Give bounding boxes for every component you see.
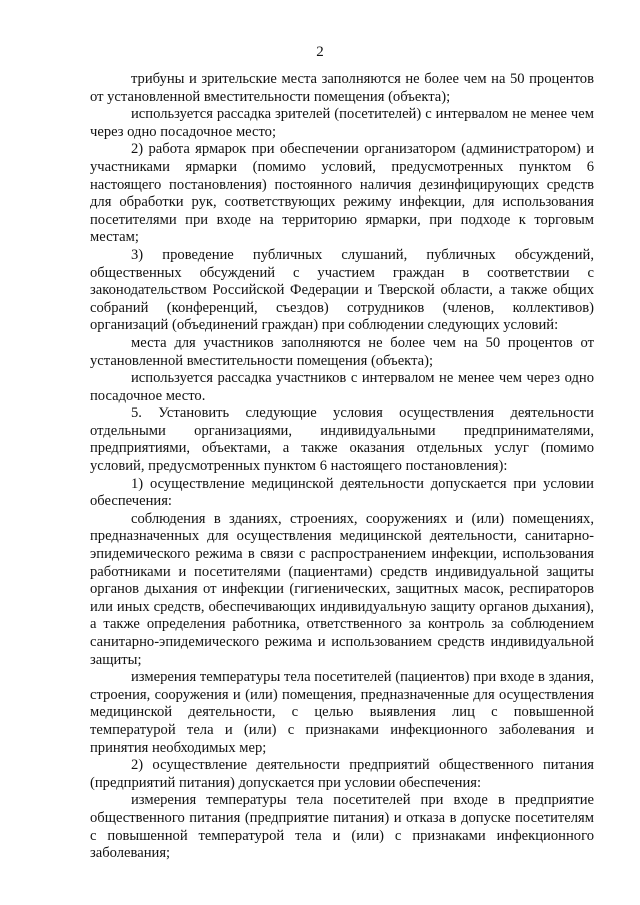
paragraph-catering: 2) осуществление деятельности предприятий общественного питания (предприятий питания) допускается при условии обеспечения: — [90, 757, 594, 791]
paragraph-stands-occupancy: трибуны и зрительские места заполняются не более чем на 50 процентов от установленной вместительности помещения (объекта); — [90, 71, 594, 105]
paragraph-participant-occupancy: места для участников заполняются не более чем на 50 процентов от установленной вместительности помещения (объекта); — [90, 334, 594, 369]
paragraph-section-5: 5. Установить следующие условия осуществления деятельности отдельными организациями, индивидуальными предпринимателями, предприятиями, объектами, а также оказания отдельных услуг (помимо условий, предусмотренных пунктом 6 настоящего постановления): — [90, 405, 594, 475]
paragraph-temperature-patients: измерения температуры тела посетителей (пациентов) при входе в здания, строения, сооружения и (или) помещения, предназначенные для осуществления медицинской деятельности, с целью выявления лиц с повышенной температурой тела и (или) с признаками инфекционного заболевания и принятия необходимых мер; — [90, 669, 594, 756]
paragraph-sanitary-regime: соблюдения в зданиях, строениях, сооружениях и (или) помещениях, предназначенных для осуществления медицинской деятельности, санитарно-эпидемического режима в связи с распространением инфекции, использования работниками и посетителями (пациентами) средств индивидуальной защиты органов дыхания от инфекции (гигиенических, защитных масок, респираторов или иных средств, обеспечивающих индивидуальную защиту органов дыхания), а также определения работника, ответственного за контроль за соблюдением санитарно-эпидемического режима и использованием средств индивидуальной защиты; — [90, 510, 594, 668]
paragraph-participant-seating: используется рассадка участников с интервалом не менее чем через одно посадочное место. — [90, 370, 594, 404]
document-body — [90, 71, 594, 863]
page-number: 2 — [316, 44, 324, 60]
paragraph-spectator-seating: используется рассадка зрителей (посетителей) с интервалом не менее чем через одно посадочное место; — [90, 106, 594, 140]
paragraph-medical-activity: 1) осуществление медицинской деятельности допускается при условии обеспечения: — [90, 475, 594, 510]
paragraph-fairs: 2) работа ярмарок при обеспечении организатором (администратором) и участниками ярмарки (помимо условий, предусмотренных пунктом 6 настоящего постановления) постоянного наличия дезинфицирующих средств для обработки рук, соответствующих режиму инфекции, для использования посетителями при входе на территорию ярмарки, при подходе к торговым местам; — [90, 141, 594, 246]
paragraph-public-hearings: 3) проведение публичных слушаний, публичных обсуждений, общественных обсуждений с участием граждан в соответствии с законодательством Российской Федерации и Тверской области, а также общих собраний (конференций, съездов) сотрудников (членов, коллективов) организаций (объединений граждан) при соблюдении следующих условий: — [90, 246, 594, 334]
paragraph-temperature-catering: измерения температуры тела посетителей при входе в предприятие общественного питания (предприятие питания) и отказа в допуске посетителям с повышенной температурой тела и (или) с признаками инфекционного заболевания; — [90, 792, 594, 862]
